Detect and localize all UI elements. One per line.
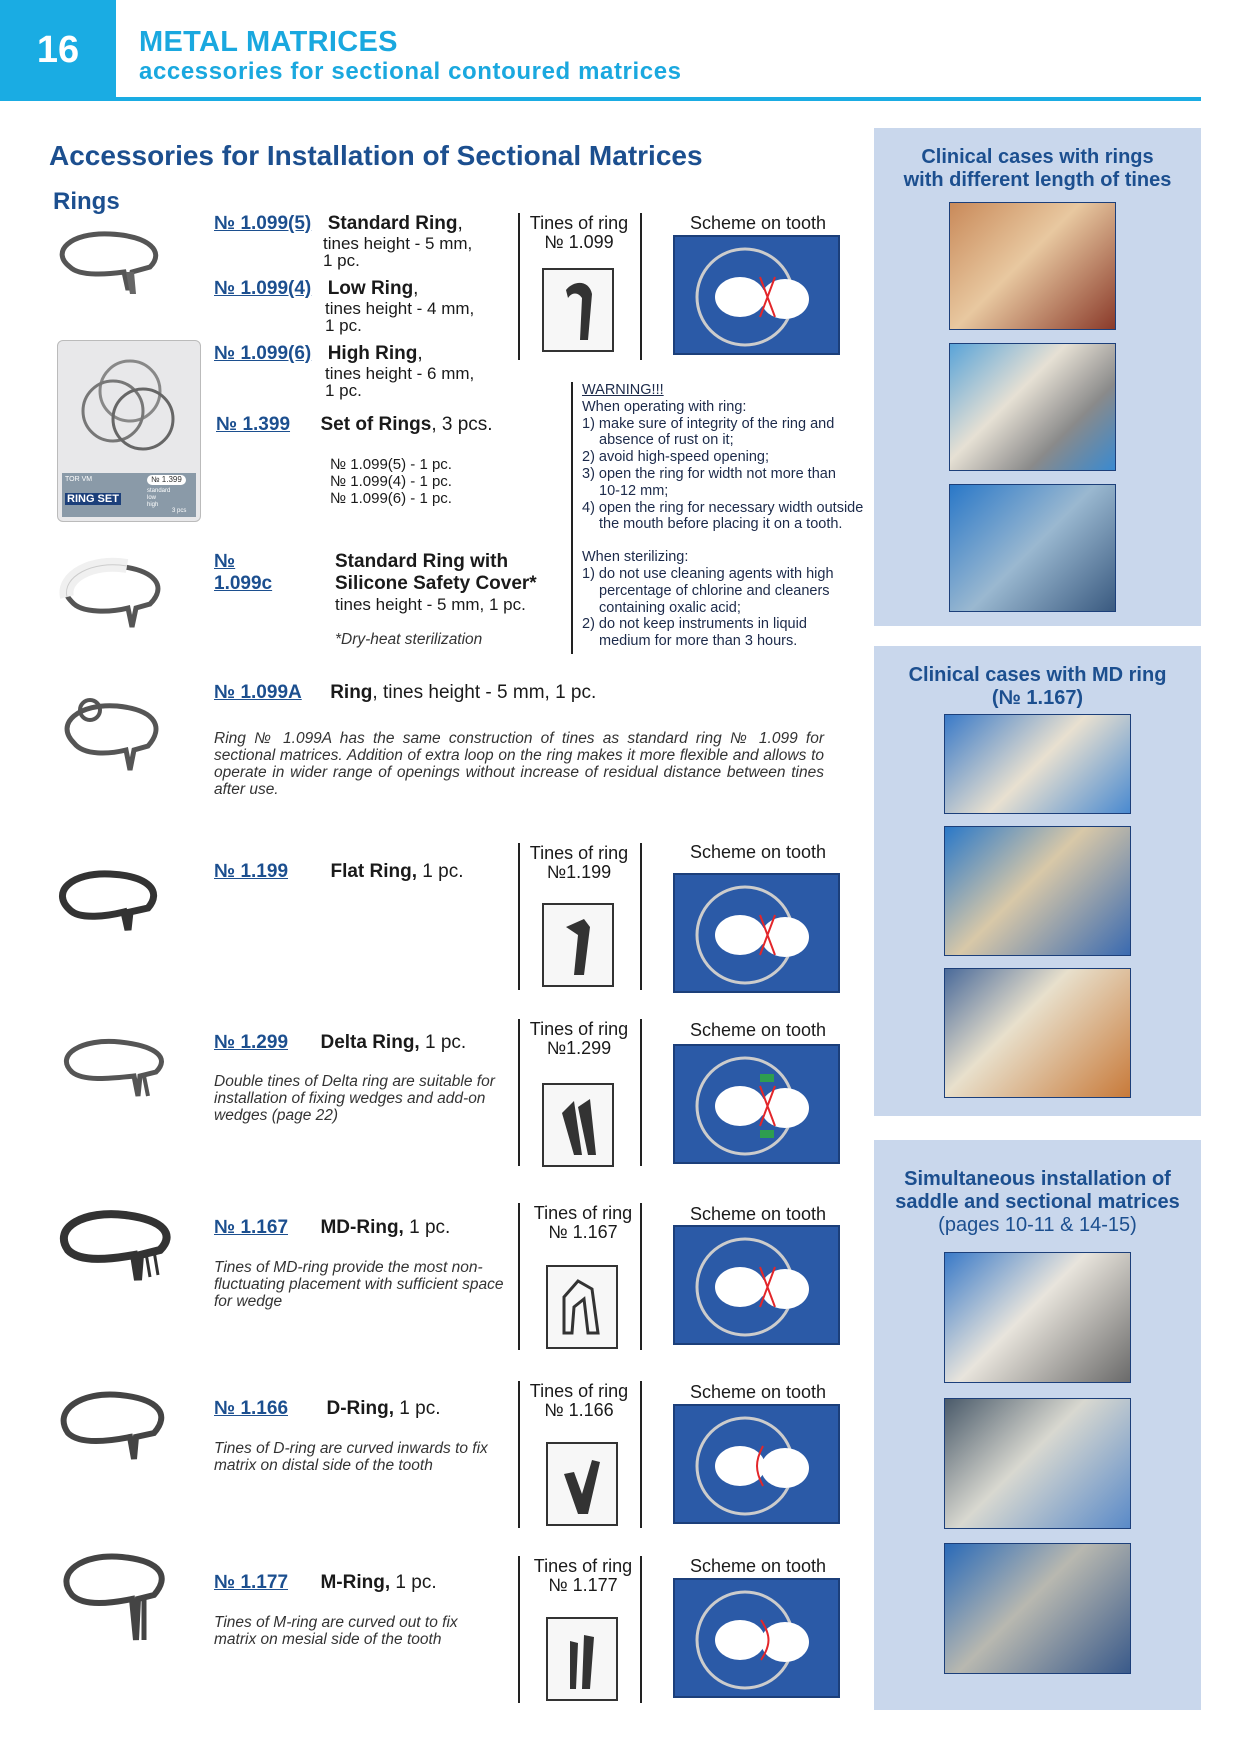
sterilizing-item: 1) do not use cleaning agents with high <box>582 565 834 582</box>
subsection-title: Rings <box>53 188 120 215</box>
product-code: № 1.399 <box>216 414 291 435</box>
product-code: № 1.167 <box>214 1217 289 1238</box>
product-name: Delta Ring, <box>320 1032 420 1053</box>
tines-image <box>542 1083 614 1167</box>
delta-ring-image <box>52 1030 177 1115</box>
product-name: Standard Ring with <box>335 551 509 572</box>
tines-icon <box>544 1085 612 1165</box>
tines-image <box>546 1442 618 1526</box>
scheme-diagram <box>675 1227 838 1343</box>
product-delta-ring <box>214 1032 504 1124</box>
section-title: Accessories for Installation of Sectional Matrices <box>49 140 703 171</box>
clinical-photo <box>944 714 1131 814</box>
product-qty: 1 pc. <box>390 1572 437 1593</box>
column-divider <box>518 843 520 990</box>
scheme-diagram <box>675 1046 838 1162</box>
product-d-ring <box>214 1398 514 1474</box>
footnote: *Dry-heat sterilization <box>335 631 483 648</box>
warning-item: the mouth before placing it on a tooth. <box>599 516 843 533</box>
warning-item: 3) open the ring for width not more than <box>582 465 836 482</box>
product-name: D-Ring, <box>326 1398 395 1419</box>
set-item: № 1.099(6) - 1 pc. <box>330 490 452 507</box>
product-code: № 1.177 <box>214 1572 289 1593</box>
warning-item: 4) open the ring for necessary width outside <box>582 499 864 516</box>
product-name: Set of Rings <box>320 414 432 435</box>
scheme-header: Scheme on tooth <box>689 842 827 862</box>
set-contents <box>330 456 493 507</box>
product-spec: tines height - 5 mm, <box>323 234 473 253</box>
product-spec: tines height - 5 mm, 1 pc. <box>335 595 526 614</box>
panel-title: Simultaneous installation of saddle and sectional matrices (pages 10-11 & 14-15) <box>895 1168 1180 1236</box>
product-name-line2: Silicone Safety Cover* <box>335 573 537 594</box>
scheme-diagram <box>675 237 838 353</box>
product-name: Low Ring <box>327 278 414 299</box>
scheme-image <box>673 235 840 355</box>
warning-divider <box>571 382 573 654</box>
scheme-image <box>673 1225 840 1345</box>
product-spec: tines height - 4 mm, <box>325 299 475 318</box>
box-set: RING SET <box>67 493 119 505</box>
column-divider <box>518 1019 520 1166</box>
header-subtitle: accessories for sectional contoured matrices <box>139 58 682 85</box>
product-qty: 1 pc. <box>417 861 464 882</box>
clinical-photo <box>944 1252 1131 1383</box>
product-description: Tines of M-ring are curved out to fix matrix on mesial side of the tooth <box>214 1614 458 1648</box>
warning-item: 2) avoid high-speed opening; <box>582 449 770 466</box>
scheme-image <box>673 1044 840 1164</box>
product-description: Ring № 1.099A has the same construction of tines as standard ring № 1.099 for sectional matrices. Addition of extra loop on the ring makes it more flexible and allows to operate in wider range of openings without increase of residual distance between tines after use. <box>214 730 824 798</box>
scheme-image <box>673 873 840 993</box>
warning-block <box>582 382 882 650</box>
scheme-diagram <box>675 1406 838 1522</box>
sterilizing-item: percentage of chlorine and cleaners <box>599 582 830 599</box>
tines-header: Tines of ring № 1.099 <box>529 213 629 252</box>
ring-set-rings <box>58 341 200 471</box>
tines-image <box>546 1617 618 1701</box>
product-qty: , 3 pcs. <box>431 414 493 435</box>
box-code: № 1.399 <box>147 475 186 485</box>
column-divider <box>640 1381 642 1528</box>
tines-header: Tines of ring № 1.177 <box>533 1556 633 1595</box>
product-flat-ring <box>214 861 464 883</box>
tines-image <box>542 268 614 352</box>
silicone-ring-image <box>52 552 167 647</box>
clinical-photo <box>944 968 1131 1098</box>
column-divider <box>518 1556 520 1703</box>
product-name: MD-Ring, <box>320 1217 404 1238</box>
product-qty: 1 pc. <box>403 1217 451 1238</box>
product-description: Tines of D-ring are curved inwards to fix matrix on distal side of the tooth <box>214 1440 488 1474</box>
tines-image <box>542 903 614 987</box>
product-name: Standard Ring <box>327 213 458 234</box>
panel-title: Clinical cases with rings with different length of tines <box>903 146 1172 191</box>
scheme-diagram <box>675 875 838 991</box>
product-code: № 1.199 <box>214 861 289 882</box>
column-divider <box>518 1381 520 1528</box>
clinical-photo <box>944 826 1131 956</box>
product-qty: 1 pc. <box>325 381 362 400</box>
product-qty: 1 pc. <box>394 1398 441 1419</box>
product-name: M-Ring, <box>320 1572 391 1593</box>
tines-icon <box>548 1619 616 1699</box>
page-number: 16 <box>0 0 116 101</box>
product-spec: , tines height - 5 mm, 1 pc. <box>372 682 597 703</box>
product-low-ring: № 1.099(4) Low Ring, tines height - 4 mm, 1 pc. <box>214 278 475 335</box>
set-item: № 1.099(4) - 1 pc. <box>330 473 452 490</box>
product-code: № 1.166 <box>214 1398 289 1419</box>
clinical-photo <box>949 202 1116 330</box>
product-loop-ring <box>214 682 824 798</box>
tines-icon <box>548 1444 616 1524</box>
box-brand: TOR VM <box>65 476 93 483</box>
tines-header: Tines of ring № 1.166 <box>529 1381 629 1420</box>
tines-icon <box>544 905 612 985</box>
scheme-header: Scheme on tooth <box>689 1020 827 1040</box>
clinical-photo <box>949 343 1116 471</box>
header-rule <box>116 97 1201 101</box>
product-m-ring <box>214 1572 504 1648</box>
clinical-photo <box>944 1543 1131 1674</box>
warning-item: 1) make sure of integrity of the ring and <box>582 415 835 432</box>
product-qty: 1 pc. <box>325 316 362 335</box>
box-qty: 3 pcs <box>172 508 187 514</box>
d-ring-image <box>50 1385 175 1480</box>
column-divider <box>518 1203 520 1350</box>
warning-item: absence of rust on it; <box>599 432 734 449</box>
product-name: High Ring <box>327 343 418 364</box>
product-standard-ring: № 1.099(5) Standard Ring, tines height - 5 mm, 1 pc. <box>214 213 473 270</box>
tines-icon <box>544 270 612 350</box>
scheme-header: Scheme on tooth <box>689 213 827 233</box>
tines-icon <box>548 1267 616 1347</box>
product-code: № 1.299 <box>214 1032 289 1053</box>
column-divider <box>640 1203 642 1350</box>
set-item: № 1.099(5) - 1 pc. <box>330 456 452 473</box>
warning-title: WARNING!!! <box>582 382 664 398</box>
column-divider <box>640 1019 642 1166</box>
sterilizing-item: medium for more than 3 hours. <box>599 633 798 650</box>
sterilizing-intro: When sterilizing: <box>582 549 689 566</box>
scheme-header: Scheme on tooth <box>689 1204 827 1224</box>
product-description: Tines of MD-ring provide the most non-fluctuating placement with sufficient space for wedge <box>214 1259 504 1310</box>
product-description: Double tines of Delta ring are suitable for installation of fixing wedges and add-on wedges (page 22) <box>214 1073 495 1124</box>
scheme-image <box>673 1578 840 1698</box>
loop-ring-image <box>52 688 167 788</box>
warning-intro: When operating with ring: <box>582 398 747 415</box>
tines-header: Tines of ring №1.199 <box>529 843 629 882</box>
product-code: № 1.099A <box>214 682 302 703</box>
tines-header: Tines of ring № 1.167 <box>533 1203 633 1242</box>
scheme-header: Scheme on tooth <box>689 1382 827 1402</box>
product-spec: tines height - 6 mm, <box>325 364 475 383</box>
tines-header: Tines of ring №1.299 <box>529 1019 629 1058</box>
product-code: № 1.099(4) <box>214 278 312 299</box>
scheme-header: Scheme on tooth <box>689 1556 827 1576</box>
product-name: Flat Ring, <box>330 861 418 882</box>
box-options: standard low high <box>147 488 171 508</box>
clinical-photo <box>949 484 1116 612</box>
flat-ring-image <box>50 860 165 945</box>
clinical-photo <box>944 1398 1131 1529</box>
product-qty: 1 pc. <box>419 1032 467 1053</box>
product-high-ring: № 1.099(6) High Ring, tines height - 6 mm, 1 pc. <box>214 343 475 400</box>
header-title: METAL MATRICES <box>139 26 398 58</box>
warning-item: 10-12 mm; <box>599 482 669 499</box>
standard-ring-image <box>50 222 165 302</box>
scheme-image <box>673 1404 840 1524</box>
product-set-of-rings <box>216 414 493 507</box>
product-md-ring <box>214 1217 504 1310</box>
md-ring-image <box>50 1205 180 1300</box>
sterilizing-item: containing oxalic acid; <box>599 599 741 616</box>
column-divider <box>640 843 642 990</box>
sterilizing-item: 2) do not keep instruments in liquid <box>582 616 807 633</box>
column-divider <box>640 1556 642 1703</box>
box-label <box>62 473 196 517</box>
product-code: № 1.099(6) <box>214 343 312 364</box>
scheme-diagram <box>675 1580 838 1696</box>
tines-image <box>546 1265 618 1349</box>
product-code: № 1.099c <box>214 551 273 594</box>
product-name: Ring <box>330 682 373 703</box>
ring-set-box-image <box>57 340 201 522</box>
m-ring-image <box>52 1545 177 1655</box>
panel-title: Clinical cases with MD ring (№ 1.167) <box>908 664 1167 709</box>
column-divider <box>640 213 642 360</box>
product-code: № 1.099(5) <box>214 213 312 234</box>
column-divider <box>518 213 520 360</box>
product-qty: 1 pc. <box>323 251 360 270</box>
